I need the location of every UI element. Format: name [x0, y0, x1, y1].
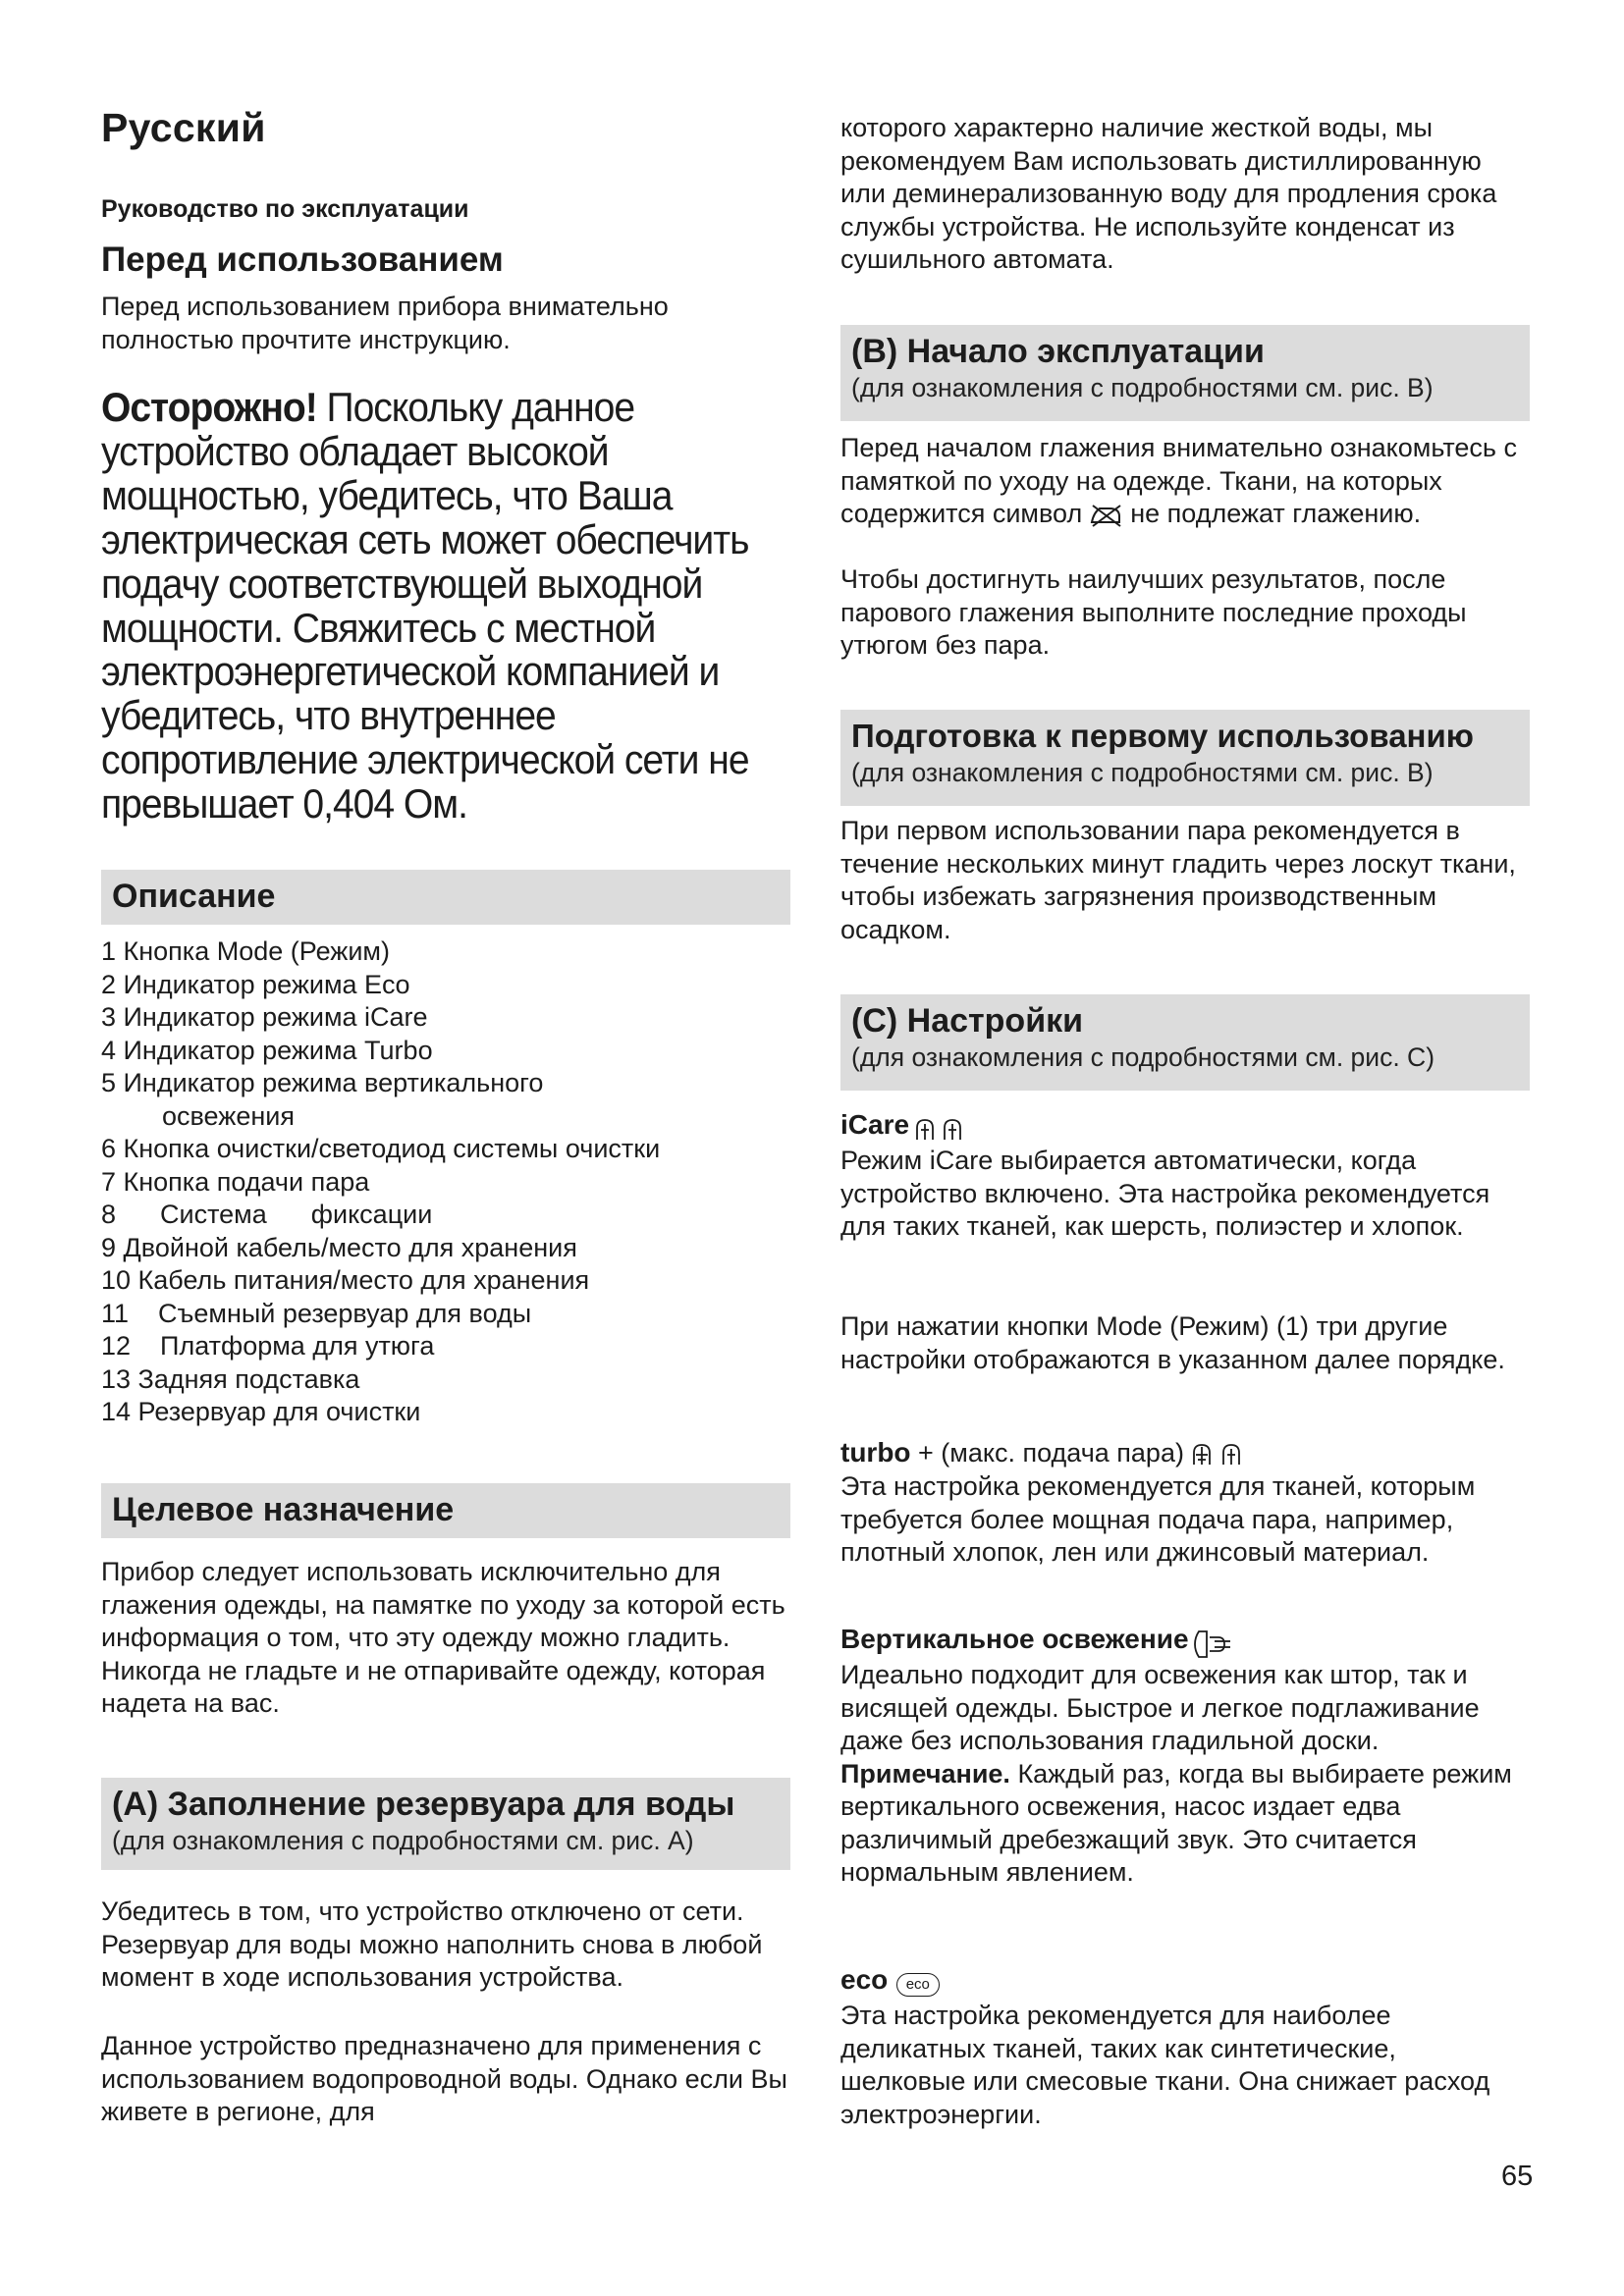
list-item: 5 Индикатор режима вертикального [101, 1068, 544, 1097]
description-heading: Описание [112, 878, 276, 915]
list-item: 8 Система фиксации [101, 1200, 433, 1229]
prep-heading: Подготовка к первому использованию [851, 718, 1474, 754]
icare-title: iCare [840, 1109, 910, 1140]
section-b-heading: (B) Начало эксплуатации [851, 333, 1265, 370]
list-item: 10 Кабель питания/место для хранения [101, 1265, 590, 1295]
eco-text: Эта настройка рекомендуется для наиболее деликатных тканей, таких как синтетические, шелковые или смесовые ткани. Она снижает расход электроэнергии. [840, 2001, 1490, 2129]
page-number: 65 [1501, 2161, 1534, 2192]
eco-badge-icon: eco [896, 1973, 940, 1997]
list-item: 6 Кнопка очистки/светодиод системы очистки [101, 1134, 661, 1163]
turbo-title-suffix: + (макс. подача пара) [910, 1438, 1184, 1468]
prep-box [840, 710, 1530, 806]
section-b-subheading: (для ознакомления с подробностями см. рис. B) [851, 373, 1434, 402]
vertical-title-row [840, 1624, 1528, 1659]
section-c-box [840, 994, 1530, 1091]
list-item: 14 Резервуар для очистки [101, 1397, 421, 1426]
icare-text: Режим iCare выбирается автоматически, когда устройство включено. Эта настройка рекомендуется для таких тканей, как шерсть, полиэстер и хлопок. [840, 1146, 1490, 1241]
section-c-subheading: (для ознакомления с подробностями см. рис. C) [851, 1042, 1435, 1072]
list-item: освежения [162, 1100, 295, 1131]
mode-text: При нажатии кнопки Mode (Режим) (1) три другие настройки отображаются в указанном далее порядке. [840, 1311, 1505, 1374]
section-a-box [101, 1778, 790, 1870]
purpose-text: Прибор следует использовать исключительно для глажения одежды, на памятке по уходу за которой есть информация о том, что эту одежду можно гладить. Никогда не гладьте и не отпаривайте одежду, которая надета на вас. [101, 1557, 785, 1718]
eco-title: eco [840, 1964, 889, 1995]
prep-subheading: (для ознакомления с подробностями см. рис. B) [851, 758, 1434, 787]
note-label: Примечание. [840, 1758, 1010, 1789]
turbo-text: Эта настройка рекомендуется для тканей, которым требуется более мощная подача пара, например, плотный хлопок, лен или джинсовый материал. [840, 1471, 1476, 1567]
eco-title-row [840, 1964, 1528, 2000]
before-use-text: Перед использованием прибора внимательно полностью прочтите инструкцию. [101, 292, 669, 354]
turbo-block [840, 1437, 1528, 1570]
icare-steam-icon [914, 1116, 965, 1144]
list-item: 3 Индикатор режима iCare [101, 1002, 428, 1032]
section-b-text-1-start: Перед началом глажения внимательно ознакомьтесь с памяткой по уходу на одежде. Ткани, на которых содержится символ [840, 433, 1517, 528]
list-item: 7 Кнопка подачи пара [101, 1166, 370, 1197]
note-text: Каждый раз, когда вы выбираете режим вертикального освежения, насос издает едва различимый дребезжащий звук. Это считается нормальным явлением. [840, 1758, 1512, 1887]
section-c-heading: (C) Настройки [851, 1002, 1084, 1040]
warning-paragraph [101, 386, 808, 827]
purpose-heading: Целевое назначение [112, 1491, 455, 1528]
vertical-title: Вертикальное освежение [840, 1624, 1189, 1654]
list-item: 2 Индикатор режима Eco [101, 969, 410, 999]
language-title: Русский [101, 105, 266, 150]
turbo-title-row [840, 1437, 1528, 1470]
description-list [101, 935, 660, 1429]
warning-text: Поскольку данное устройство обладает высокой мощностью, убедитесь, что Ваша электрическая сеть может обеспечить подачу соответствующей выходной мощности. Свяжитесь с местной электроэнергетической компанией и убедитесь, что внутреннее сопротивление электрической сети не превышает 0,404 Ом. [101, 384, 749, 828]
description-heading-box [101, 870, 790, 925]
list-item: 4 Индикатор режима Turbo [101, 1035, 433, 1065]
list-item: 11 Съемный резервуар для воды [101, 1298, 532, 1328]
section-b-text-2: Чтобы достигнуть наилучших результатов, после парового глажения выполните последние проходы утюгом без пара. [840, 564, 1467, 660]
turbo-steam-icon [1191, 1441, 1246, 1468]
list-item: 1 Кнопка Mode (Режим) [101, 936, 390, 966]
turbo-title: turbo [840, 1437, 911, 1468]
purpose-heading-box [101, 1483, 790, 1538]
warning-label: Осторожно! [101, 384, 317, 430]
no-iron-icon [1090, 503, 1123, 528]
section-a-text-1: Убедитесь в том, что устройство отключено от сети. Резервуар для воды можно наполнить снова в любой момент в ходе использования устройства. [101, 1896, 763, 1992]
list-item: 12 Платформа для утюга [101, 1331, 435, 1361]
vertical-block [840, 1624, 1528, 1890]
section-b-text-1 [840, 432, 1528, 531]
manual-subtitle: Руководство по эксплуатации [101, 195, 469, 223]
list-item: 9 Двойной кабель/место для хранения [101, 1232, 577, 1262]
list-item: 13 Задняя подставка [101, 1363, 360, 1394]
section-b-box [840, 325, 1530, 421]
continued-text: которого характерно наличие жесткой воды, мы рекомендуем Вам использовать дистиллированную или деминерализованную воду для продления срока службы устройства. Не используйте конденсат из сушильного автомата. [840, 113, 1497, 274]
section-a-heading: (A) Заполнение резервуара для воды [112, 1786, 735, 1823]
prep-text: При первом использовании пара рекомендуется в течение нескольких минут гладить через лоскут ткани, чтобы избежать загрязнения производственным осадком. [840, 816, 1516, 944]
section-a-text-2: Данное устройство предназначено для применения с использованием водопроводной воды. Однако если Вы живете в регионе, для [101, 2031, 787, 2126]
icare-title-row [840, 1109, 1528, 1145]
section-b-text-1-end: не подлежат глажению. [1130, 499, 1422, 528]
section-a-subheading: (для ознакомления с подробностями см. рис. A) [112, 1826, 694, 1855]
icare-block [840, 1109, 1528, 1244]
vertical-steam-icon [1193, 1628, 1234, 1661]
before-use-heading: Перед использованием [101, 240, 504, 279]
vertical-text: Идеально подходит для освежения как штор, так и висящей одежды. Быстрое и легкое подглаживание даже без использования гладильной доски. [840, 1660, 1480, 1755]
note-paragraph [840, 1758, 1528, 1890]
eco-block [840, 1964, 1528, 2131]
